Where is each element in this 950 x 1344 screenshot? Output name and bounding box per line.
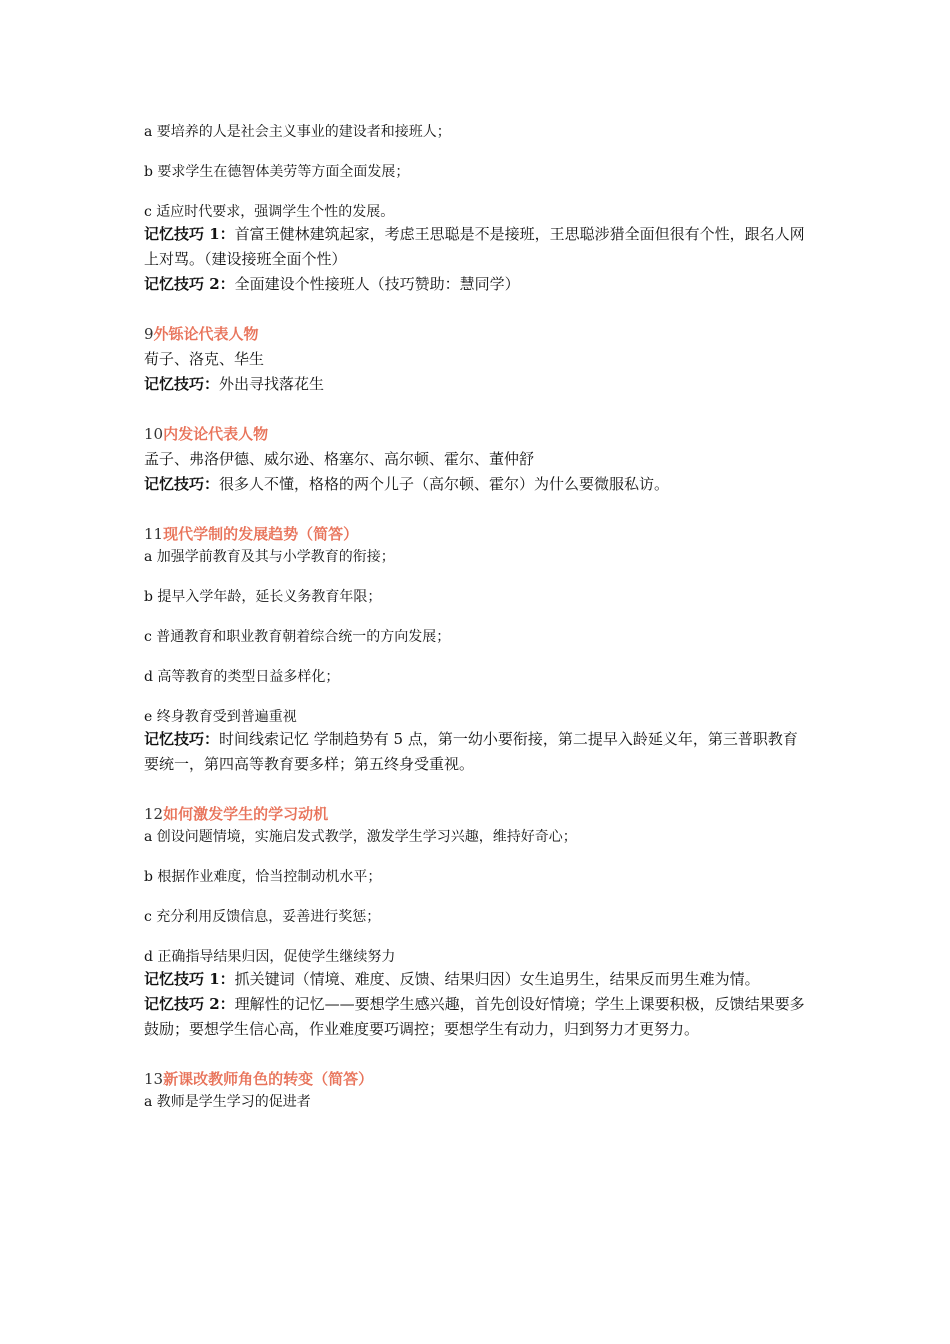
memory-tip [144, 372, 810, 397]
option-item: c 适应时代要求，强调学生个性的发展。 [144, 204, 395, 220]
section-number: 9 [144, 325, 154, 343]
memory-tip-label: 记忆技巧 1： [144, 225, 235, 243]
section-heading [144, 802, 810, 827]
content-line: 荀子、洛克、华生 [144, 350, 265, 368]
section-heading [144, 422, 810, 447]
memory-tip-text: 理解性的记忆——要想学生感兴趣，首先创设好情境；学生上课要积极，反馈结果要多鼓励；要想学生信心高，作业难度要巧调控；要想学生有动力，归到努力才更努力。 [144, 995, 805, 1038]
section-title: 外铄论代表人物 [153, 325, 259, 343]
memory-tip-text: 很多人不懂，格格的两个儿子（高尔顿、霍尔）为什么要微服私访。 [219, 475, 670, 493]
option-item: a 加强学前教育及其与小学教育的衔接； [144, 549, 395, 565]
memory-tip [144, 222, 810, 272]
memory-tip-label: 记忆技巧 2： [144, 275, 235, 293]
option-item: b 提早入学年龄，延长义务教育年限； [144, 589, 382, 605]
content-line: 孟子、弗洛伊德、威尔逊、格塞尔、高尔顿、霍尔、董仲舒 [144, 450, 535, 468]
section-heading [144, 522, 810, 547]
memory-tip-text: 全面建设个性接班人（技巧赞助：慧同学） [234, 275, 520, 293]
memory-tip [144, 272, 810, 297]
section-10 [144, 422, 810, 497]
memory-tip-label: 记忆技巧 1： [144, 970, 235, 988]
document-page [144, 122, 810, 1112]
memory-tip [144, 992, 810, 1042]
memory-tip-text: 时间线索记忆 学制趋势有 5 点，第一幼小要衔接，第二提早入龄延义年，第三普职教育要统一，第四高等教育要多样；第五终身受重视。 [144, 730, 798, 773]
option-item: a 教师是学生学习的促进者 [144, 1094, 311, 1110]
section-heading [144, 1067, 810, 1092]
section-number: 12 [144, 805, 164, 823]
option-item: d 正确指导结果归因，促使学生继续努力 [144, 949, 396, 965]
memory-tip-text: 首富王健林建筑起家，考虑王思聪是不是接班，王思聪涉猎全面但很有个性，跟名人网上对骂。（建设接班全面个性） [144, 225, 805, 268]
option-item: a 要培养的人是社会主义事业的建设者和接班人； [144, 124, 451, 140]
section-number: 10 [144, 425, 164, 443]
memory-tip [144, 967, 810, 992]
memory-tip-label: 记忆技巧 2： [144, 995, 235, 1013]
section-title: 新课改教师角色的转变（简答） [163, 1070, 374, 1088]
section-number: 11 [144, 525, 164, 543]
option-item: c 普通教育和职业教育朝着综合统一的方向发展； [144, 629, 451, 645]
section-title: 如何激发学生的学习动机 [163, 805, 329, 823]
memory-tip [144, 472, 810, 497]
memory-tip-text: 抓关键词（情境、难度、反馈、结果归因）女生追男生，结果反而男生难为情。 [234, 970, 760, 988]
memory-tip-text: 外出寻找落花生 [219, 375, 325, 393]
memory-tip-label: 记忆技巧： [144, 375, 220, 393]
option-item: a 创设问题情境，实施启发式教学，激发学生学习兴趣，维持好奇心； [144, 829, 577, 845]
section-11 [144, 522, 810, 777]
section-9 [144, 322, 810, 397]
section-8 [144, 122, 810, 297]
option-item: c 充分利用反馈信息，妥善进行奖惩； [144, 909, 381, 925]
option-item: d 高等教育的类型日益多样化； [144, 669, 340, 685]
section-13 [144, 1067, 810, 1112]
option-item: b 根据作业难度，恰当控制动机水平； [144, 869, 382, 885]
memory-tip-label: 记忆技巧： [144, 475, 220, 493]
option-item: e 终身教育受到普遍重视 [144, 709, 297, 725]
memory-tip-label: 记忆技巧： [144, 730, 220, 748]
section-title: 内发论代表人物 [163, 425, 269, 443]
section-heading [144, 322, 810, 347]
section-12 [144, 802, 810, 1042]
section-title: 现代学制的发展趋势（简答） [163, 525, 359, 543]
option-item: b 要求学生在德智体美劳等方面全面发展； [144, 164, 410, 180]
memory-tip [144, 727, 810, 777]
section-number: 13 [144, 1070, 164, 1088]
